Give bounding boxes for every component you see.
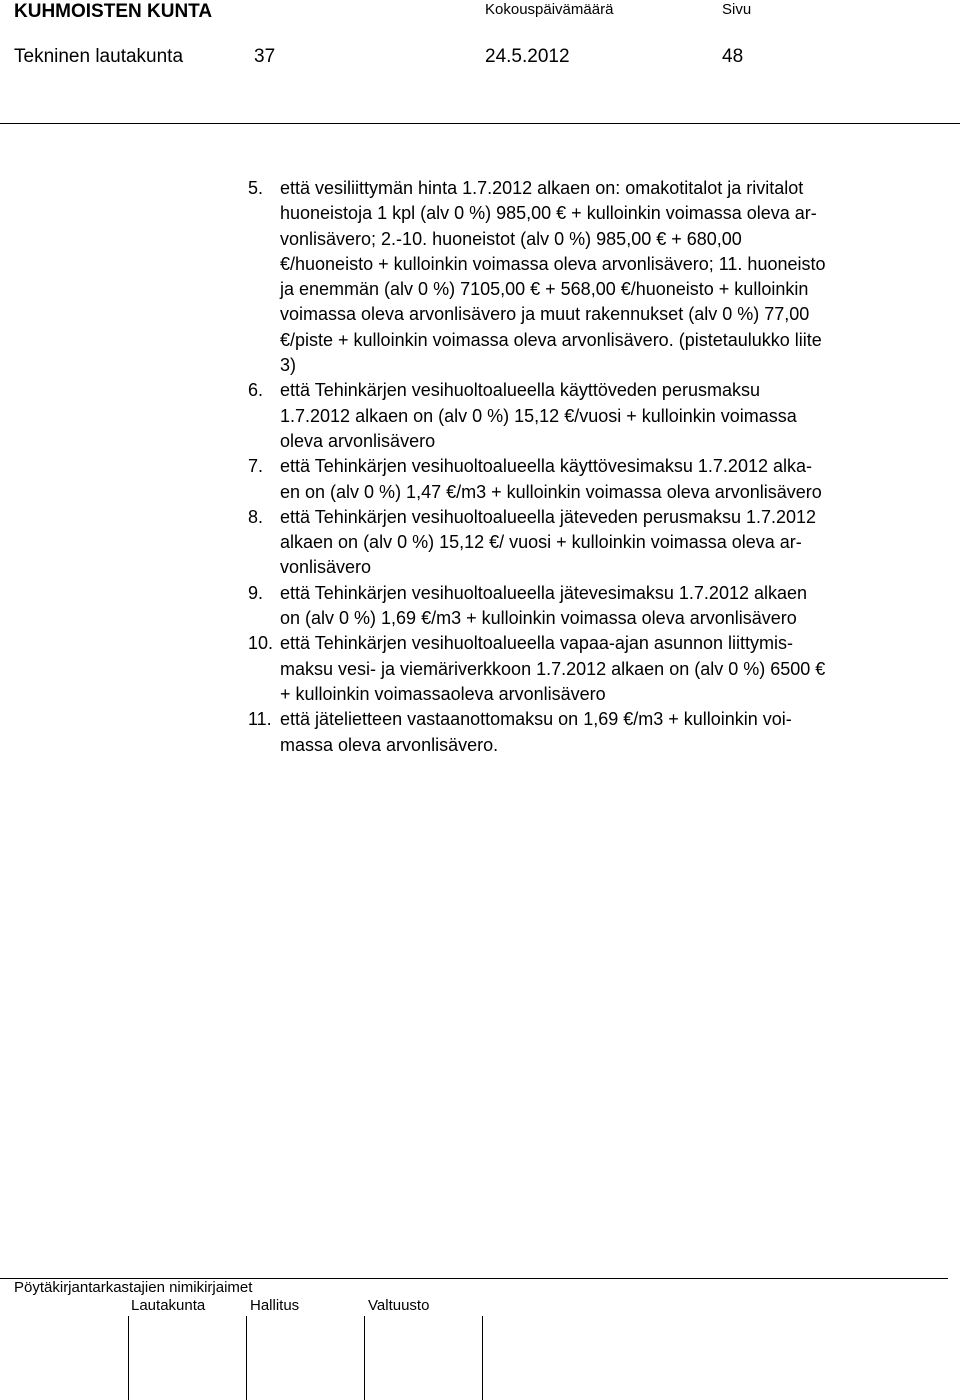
list-item (248, 454, 948, 505)
text-line: €/piste + kulloinkin voimassa oleva arvonlisävero. (pistetaulukko liite (280, 329, 822, 350)
text-line: vonlisävero (280, 557, 372, 578)
text-line: 3) (280, 355, 297, 376)
list-item-number: 9. (248, 582, 264, 603)
list-item-text (280, 707, 948, 758)
list-item (248, 631, 948, 707)
section-number: 37 (254, 46, 276, 67)
list-item-number: 8. (248, 506, 264, 527)
text-line: en on (alv 0 %) 1,47 €/m3 + kulloinkin voimassa oleva arvonlisävero (280, 481, 822, 502)
board-name: Tekninen lautakunta (14, 46, 184, 67)
list-item (248, 581, 948, 632)
list-item-number: 11. (248, 709, 272, 730)
text-line: että jätelietteen vastaanottomaksu on 1,69 €/m3 + kulloinkin voi- (280, 709, 792, 730)
list-item-text (280, 505, 948, 581)
page-number: 48 (722, 46, 744, 67)
list-item-text (280, 378, 948, 454)
list-item-text (280, 454, 948, 505)
text-line: että Tehinkärjen vesihuoltoalueella käyttöveden perusmaksu (280, 380, 760, 401)
text-line: että Tehinkärjen vesihuoltoalueella käyttövesimaksu 1.7.2012 alka- (280, 456, 812, 477)
text-line: massa oleva arvonlisävero. (280, 734, 499, 755)
meeting-date: 24.5.2012 (485, 46, 570, 67)
list-item-text (280, 631, 948, 707)
list-item-number: 10. (248, 633, 274, 654)
meeting-date-label: Kokouspäivämäärä (485, 1, 614, 18)
text-line: alkaen on (alv 0 %) 15,12 €/ vuosi + kulloinkin voimassa oleva ar- (280, 532, 802, 553)
signature-column-hallitus: Hallitus (250, 1297, 300, 1314)
list-item (248, 707, 948, 758)
list-item (248, 176, 948, 378)
signature-box-divider (128, 1316, 129, 1400)
organization-name: KUHMOISTEN KUNTA (14, 1, 213, 22)
text-line: 1.7.2012 alkaen on (alv 0 %) 15,12 €/vuosi + kulloinkin voimassa (280, 405, 797, 426)
header-divider (0, 123, 960, 124)
text-line: voimassa oleva arvonlisävero ja muut rakennukset (alv 0 %) 77,00 (280, 304, 810, 325)
list-item (248, 505, 948, 581)
text-line: että Tehinkärjen vesihuoltoalueella jätevesimaksu 1.7.2012 alkaen (280, 582, 808, 603)
signature-column-lautakunta: Lautakunta (131, 1297, 206, 1314)
text-line: vonlisävero; 2.-10. huoneistot (alv 0 %) 985,00 € + 680,00 (280, 228, 742, 249)
text-line: ja enemmän (alv 0 %) 7105,00 € + 568,00 €/huoneisto + kulloinkin (280, 279, 809, 300)
signature-column-valtuusto: Valtuusto (368, 1297, 430, 1314)
text-line: että vesiliittymän hinta 1.7.2012 alkaen on: omakotitalot ja rivitalot (280, 178, 804, 198)
text-line: + kulloinkin voimassaoleva arvonlisävero (280, 683, 606, 704)
text-line: on (alv 0 %) 1,69 €/m3 + kulloinkin voimassa oleva arvonlisävero (280, 608, 797, 629)
list-item-number: 5. (248, 178, 264, 198)
decision-list (248, 176, 948, 758)
list-item-text (280, 176, 948, 378)
text-line: että Tehinkärjen vesihuoltoalueella jäteveden perusmaksu 1.7.2012 (280, 506, 817, 527)
list-item-number: 6. (248, 380, 264, 401)
list-item-number: 7. (248, 456, 264, 477)
text-line: huoneistoja 1 kpl (alv 0 %) 985,00 € + kulloinkin voimassa oleva ar- (280, 203, 817, 224)
text-line: oleva arvonlisävero (280, 430, 436, 451)
text-line: että Tehinkärjen vesihuoltoalueella vapaa-ajan asunnon liittymis- (280, 633, 793, 654)
text-line: maksu vesi- ja viemäriverkkoon 1.7.2012 alkaen on (alv 0 %) 6500 € (280, 658, 826, 679)
signature-box-divider (246, 1316, 247, 1400)
signature-box-divider (482, 1316, 483, 1400)
signature-box-divider (364, 1316, 365, 1400)
list-item (248, 378, 948, 454)
footer-title: Pöytäkirjantarkastajien nimikirjaimet (14, 1279, 253, 1296)
list-item-text (280, 581, 948, 632)
text-line: €/huoneisto + kulloinkin voimassa oleva arvonlisävero; 11. huoneisto (280, 253, 826, 274)
page-label: Sivu (722, 1, 752, 18)
